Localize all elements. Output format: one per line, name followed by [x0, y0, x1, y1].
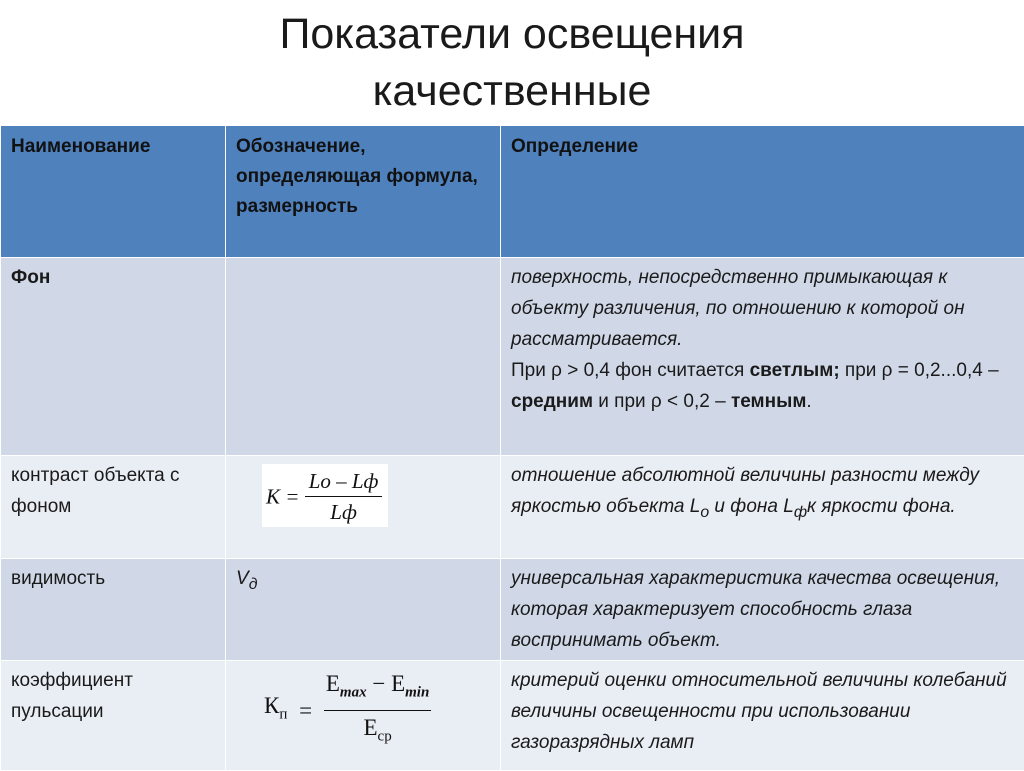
formula-fraction	[305, 468, 383, 525]
row-name: коэффициент пульсации	[1, 661, 226, 771]
contrast-formula	[262, 464, 388, 527]
table-row	[1, 456, 1024, 559]
formula-denominator: Lф	[305, 497, 383, 525]
definition-segment: ф	[794, 504, 807, 521]
kp-equals: =	[299, 698, 312, 723]
definition-segment: универсальная характеристика качества освещения, которая характеризует способность глаза воспринимать объект.	[511, 568, 1000, 651]
table-row	[1, 559, 1024, 661]
kp-minus: −	[372, 671, 385, 696]
definition-segment: при ρ = 0,2...0,4 –	[840, 360, 999, 381]
definition-segment: темным	[731, 391, 806, 412]
symbol-letter: V	[236, 568, 249, 589]
kp-num-b-sub: min	[405, 685, 429, 701]
kp-den-sub: ср	[378, 728, 392, 744]
definition-segment: критерий оценки относительной величины колебаний величины освещенности при использовании газоразрядных ламп	[511, 670, 1007, 753]
indicators-table	[0, 125, 1024, 771]
kp-num-a: E	[326, 671, 340, 696]
row-definition	[501, 661, 1024, 771]
row-definition	[501, 559, 1024, 661]
row-formula	[226, 559, 501, 661]
definition-segment: к яркости фона.	[807, 496, 956, 517]
slide-title	[0, 0, 1024, 125]
table-row	[1, 661, 1024, 771]
kp-fraction	[324, 669, 431, 751]
row-formula	[226, 456, 501, 559]
table-header-row	[1, 126, 1024, 258]
kp-lhs-sub: п	[279, 706, 287, 722]
symbol-subscript: д	[249, 576, 258, 593]
kp-num-b: E	[391, 671, 405, 696]
table-row	[1, 258, 1024, 456]
definition-segment: При ρ > 0,4 фон считается	[511, 360, 750, 381]
formula-numerator: Lo – Lф	[305, 468, 383, 497]
definition-segment: светлым;	[750, 360, 840, 381]
kp-den-letter: E	[363, 715, 377, 740]
header-formula: Обозначение, определяющая формула, размерность	[226, 126, 501, 258]
row-formula	[226, 661, 501, 771]
formula-lhs: K =	[266, 485, 299, 509]
definition-segment: .	[806, 391, 811, 412]
kp-lhs-letter: К	[264, 693, 279, 718]
title-line-1: Показатели освещения	[0, 6, 1024, 63]
row-name: Фон	[1, 258, 226, 456]
definition-segment: o	[700, 504, 709, 521]
row-definition	[501, 456, 1024, 559]
header-definition: Определение	[501, 126, 1024, 258]
definition-segment: и при ρ < 0,2 –	[593, 391, 731, 412]
row-formula-empty	[226, 258, 501, 456]
kp-numerator	[324, 669, 431, 711]
row-name: видимость	[1, 559, 226, 661]
kp-denominator	[324, 711, 431, 752]
definition-segment: средним	[511, 391, 593, 412]
visibility-symbol	[236, 568, 257, 589]
title-line-2: качественные	[0, 63, 1024, 120]
definition-segment: и фона L	[709, 496, 794, 517]
definition-segment: поверхность, непосредственно примыкающая к объекту различения, по отношению к которой он рассматривается.	[511, 267, 965, 350]
row-definition	[501, 258, 1024, 456]
pulsation-formula	[264, 669, 490, 751]
kp-num-a-sub: max	[340, 685, 367, 701]
definition-segment: отношение абсолютной величины разности между яркостью объекта L	[511, 465, 979, 517]
row-name: контраст объекта с фоном	[1, 456, 226, 559]
header-name: Наименование	[1, 126, 226, 258]
kp-lhs	[264, 693, 287, 718]
